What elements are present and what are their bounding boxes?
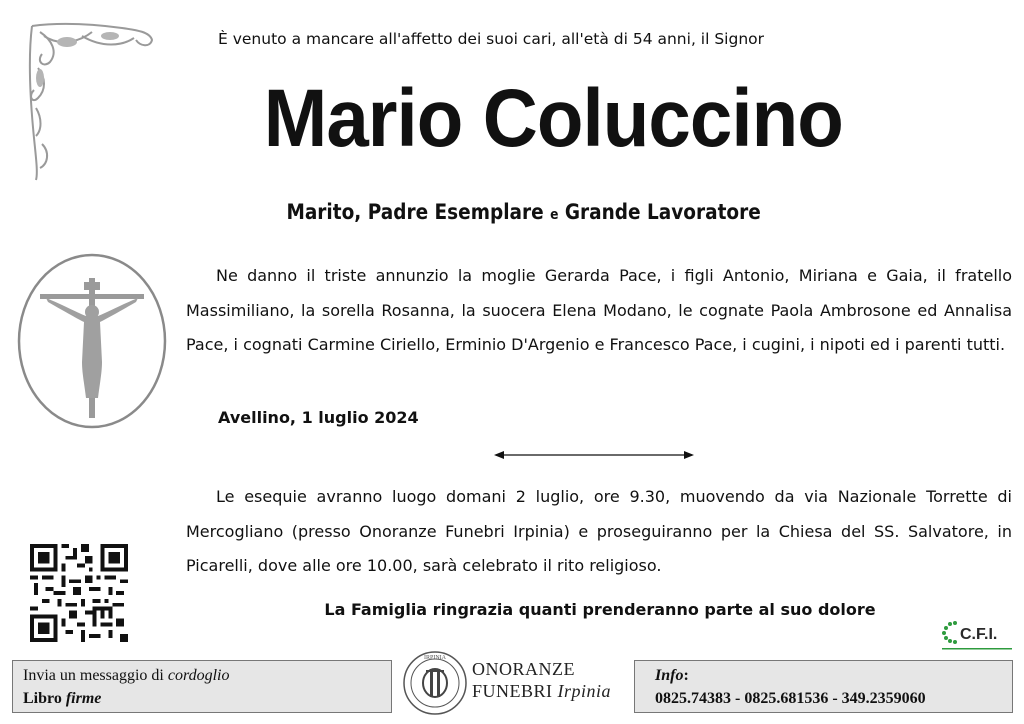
cfi-label: C.F.I.: [960, 626, 998, 643]
place-date: Avellino, 1 luglio 2024: [218, 408, 419, 427]
guestbook-italic: firme: [65, 690, 102, 707]
guestbook-link[interactable]: [23, 687, 391, 710]
cfi-logo-icon: [940, 618, 1016, 658]
deceased-name: Mario Coluccino: [263, 73, 843, 164]
info-box: [634, 660, 1013, 713]
announcement-text: Ne danno il triste annunzio la moglie Gerarda Pace, i figli Antonio, Miriana e Gaia, il fratello Massimiliano, la sorella Rosanna, la suocera Elena Modano, le cognate Paola Ambrosone ed Annalisa Pace, i cognati Carmine Ciriello, Erminio D'Argenio e Francesco Pace, i cugini, i nipoti ed i parenti tutti.: [186, 266, 1012, 354]
info-phones[interactable]: 0825.74383 - 0825.681536 - 349.2359060: [655, 690, 926, 707]
funeral-paragraph: [186, 480, 1012, 584]
announcement-paragraph: [186, 259, 1012, 363]
funeral-home-seal-icon: [402, 650, 468, 720]
funeral-home-name: [472, 658, 611, 702]
funeral-home-line1: ONORANZE: [472, 659, 575, 679]
info-colon: :: [683, 667, 689, 684]
info-label-line: [655, 664, 1012, 687]
crucifix-icon: [16, 252, 168, 434]
condolence-link[interactable]: [23, 664, 391, 687]
thanks-text: La Famiglia ringrazia quanti prenderanno parte al suo dolore: [324, 600, 876, 619]
guestbook-prefix: Libro: [23, 690, 62, 707]
info-label: Info: [655, 667, 684, 684]
subtitle-part1: Marito, Padre Esemplare: [286, 200, 544, 224]
funeral-home-line2-prefix: FUNEBRI: [472, 681, 553, 701]
funeral-home-line2-italic: Irpinia: [557, 681, 612, 701]
seal-text: IRPINIA: [424, 655, 446, 661]
condolence-box[interactable]: [12, 660, 392, 713]
intro-text: È venuto a mancare all'affetto dei suoi cari, all'età di 54 anni, il Signor: [218, 30, 764, 48]
condolence-prefix: Invia un messaggio di: [23, 667, 164, 684]
subtitle-part2: Grande Lavoratore: [564, 200, 761, 224]
subtitle-conjunction: e: [550, 207, 559, 223]
condolence-italic: cordoglio: [167, 667, 230, 684]
funeral-text: Le esequie avranno luogo domani 2 luglio, ore 9.30, muovendo da via Nazionale Torrette di Mercogliano (presso Onoranze Funebri Irpinia) e proseguiranno per la Chiesa del SS. Salvatore, in Picarelli, dove alle ore 10.00, sarà celebrato il rito religioso.: [186, 487, 1012, 575]
deceased-subtitle: [0, 200, 1024, 224]
double-arrow-icon: [492, 446, 696, 465]
funeral-home-line2: [472, 680, 611, 702]
qr-code-icon[interactable]: [30, 544, 128, 646]
